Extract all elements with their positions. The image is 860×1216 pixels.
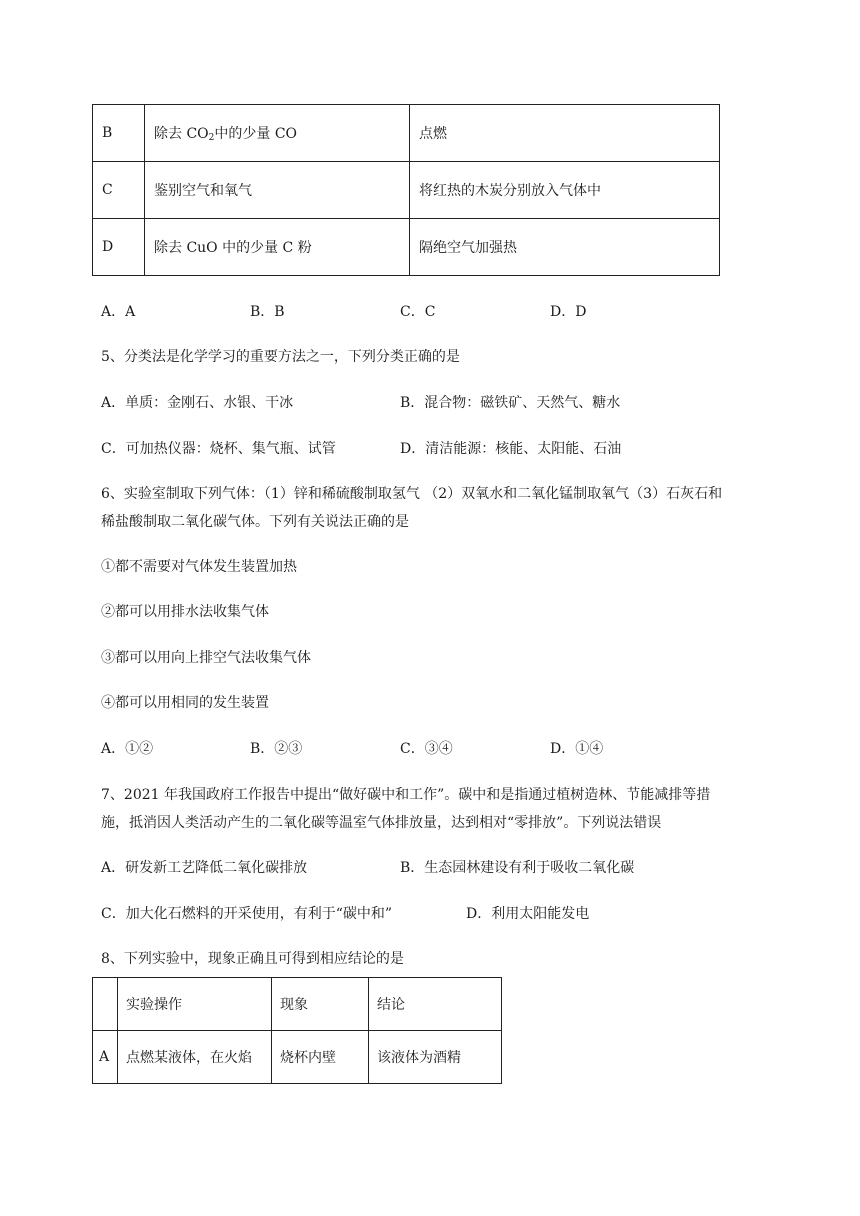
table-row	[93, 162, 720, 219]
row-key: B	[93, 105, 145, 162]
q4-option-a: A．A	[101, 304, 136, 320]
q5-option-a: A．单质：金刚石、水银、干冰	[101, 395, 294, 411]
q7-stem-line2: 施，抵消因人类活动产生的二氧化碳等温室气体排放量，达到相对“零排放”。下列说法错误	[101, 815, 662, 831]
row-key: C	[93, 162, 145, 219]
row-method: 点燃	[410, 105, 720, 162]
row-operation: 点燃某液体，在火焰	[118, 1031, 272, 1084]
row-item: 鉴别空气和氧气	[145, 162, 410, 219]
row-conclusion: 该液体为酒精	[369, 1031, 502, 1084]
row-item: 除去 CuO 中的少量 C 粉	[145, 219, 410, 276]
q6-stem-line1: 6、实验室制取下列气体：（1）锌和稀硫酸制取氢气 （2）双氧水和二氧化锰制取氧气（3）石灰石和	[101, 486, 723, 502]
q8-table	[92, 977, 502, 1084]
q6-option-d: D．①④	[550, 741, 604, 757]
header-cell: 实验操作	[118, 978, 272, 1031]
q5-option-c: C．可加热仪器：烧杯、集气瓶、试管	[101, 441, 336, 457]
q6-option-c: C．③④	[400, 741, 453, 757]
q6-statement-1: ①都不需要对气体发生装置加热	[101, 559, 297, 575]
table-header-row	[93, 978, 502, 1031]
q4-option-c: C．C	[400, 304, 436, 320]
table-row	[93, 219, 720, 276]
q6-stem-line2: 稀盐酸制取二氧化碳气体。下列有关说法正确的是	[101, 514, 409, 530]
q8-stem: 8、下列实验中，现象正确且可得到相应结论的是	[101, 951, 404, 967]
q6-statement-4: ④都可以用相同的发生装置	[101, 695, 269, 711]
row-method: 隔绝空气加强热	[410, 219, 720, 276]
q5-option-d: D．清洁能源：核能、太阳能、石油	[400, 441, 622, 457]
q7-option-a: A．研发新工艺降低二氧化碳排放	[101, 860, 308, 876]
q6-option-b: B．②③	[250, 741, 303, 757]
q5-option-b: B．混合物：磁铁矿、天然气、糖水	[400, 395, 621, 411]
q6-statement-3: ③都可以用向上排空气法收集气体	[101, 650, 311, 666]
row-key: A	[93, 1031, 118, 1084]
table-row	[93, 1031, 502, 1084]
q7-stem-line1: 7、2021 年我国政府工作报告中提出“做好碳中和工作”。碳中和是指通过植树造林、节能减排等措	[101, 787, 711, 803]
q6-option-a: A．①②	[101, 741, 154, 757]
row-method: 将红热的木炭分别放入气体中	[410, 162, 720, 219]
q7-option-d: D．利用太阳能发电	[466, 906, 590, 922]
header-cell	[93, 978, 118, 1031]
q4-options-table	[92, 104, 720, 276]
header-cell: 结论	[369, 978, 502, 1031]
q7-option-b: B．生态园林建设有利于吸收二氧化碳	[400, 860, 635, 876]
row-item: 除去 $CO_2$中的少量 CO	[145, 105, 410, 162]
q5-stem: 5、分类法是化学学习的重要方法之一，下列分类正确的是	[101, 349, 460, 365]
q7-option-c: C．加大化石燃料的开采使用，有利于“碳中和”	[101, 906, 393, 922]
row-phenomenon: 烧杯内壁	[272, 1031, 369, 1084]
header-cell: 现象	[272, 978, 369, 1031]
q6-statement-2: ②都可以用排水法收集气体	[101, 604, 269, 620]
table-row	[93, 105, 720, 162]
q4-option-b: B．B	[250, 304, 285, 320]
row-key: D	[93, 219, 145, 276]
q4-option-d: D．D	[550, 304, 587, 320]
